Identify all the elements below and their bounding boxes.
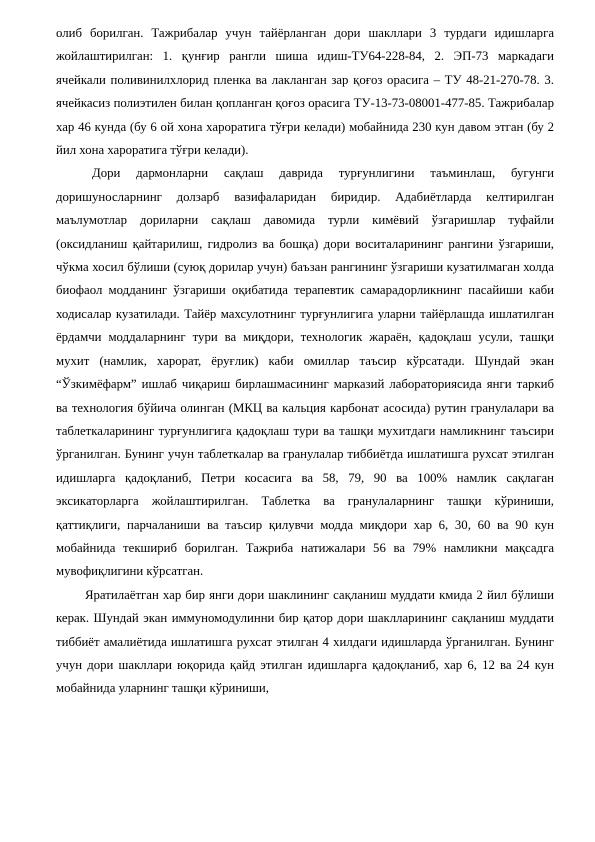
document-page bbox=[56, 22, 554, 701]
paragraph-drug-stability: Дори дармонларни сақлаш даврида турғунлигини таъминлаш, бугунги доришуносларнинг долзарб вазифаларидан биридир. Адабиётларда келтирилган маълумотлар дориларни сақлаш давомида турли кимёвий ўзгаришлар туфайли (оксидланиш қайтарилиш, гидролиз ва бошқа) дори воситаларининг рангини ўзгариши, чўкма хосил бўлиши (суюқ дорилар учун) баъзан рангининг ўзгариши кузатилмаган холда биофаол модданинг ўзгариши оқибатида терапевтик самарадорликнинг пасайиши каби ходисалар кузатилади. Тайёр махсулотнинг турғунлигига уларни тайёрлашда ишлатилган ёрдамчи моддаларнинг тури ва миқдори, технологик жараён, қадоқлаш усули, ташқи мухит (намлик, харорат, ёруғлик) каби омиллар таъсир кўрсатади. Шундай экан “Ўзкимёфарм” ишлаб чиқариш бирлашмасининг марказий лабораториясида янги таркиб ва технология бўйича олинган (МКЦ ва кальция карбонат асосида) рутин гранулалари ва таблеткаларининг турғунлигига қадоқлаш тури ва ташқи мухитдаги намликнинг таъсири ўрганилган. Бунинг учун таблеткалар ва гранулалар тиббиётда ишлатишга рухсат этилган идишларга қадоқланиб, Петри косасига ва 58, 79, 90 ва 100% намлик сақлаган эксикаторларга жойлаштирилган. Таблетка ва гранулаларнинг ташқи кўриниши, қаттиқлиги, парчаланиши ва таъсир қилувчи модда миқдори хар 6, 30, 60 ва 90 кун мобайнида текшириб борилган. Тажриба натижалари 56 ва 79% намликни мақсадга мувофиқлигини кўрсатган. bbox=[56, 166, 554, 579]
paragraph-shelf-life: Яратилаётган хар бир янги дори шаклининг сақланиш муддати кмида 2 йил бўлиши керак. Шундай экан иммуномодулинни бир қатор дори шаклларининг сақланиш муддати тиббиёт амалиётида ишлатишга рухсат этилган 4 хилдаги идишларда ўрганилган. Бунинг учун дори шакллари юқорида қайд этилган идишларга қадоқланиб, хар 6, 12 ва 24 кун мобайнида уларнинг ташқи кўриниши, bbox=[56, 587, 554, 696]
paragraph-storage-containers: олиб борилган. Тажрибалар учун тайёрланган дори шакллари 3 турдаги идишларга жойлаштирилган: 1. қунғир рангли шиша идиш-ТУ64-228-84, 2. ЭП-73 маркадаги ячейкали поливинилхлорид пленка ва лакланган зар қоғоз орасига – ТУ 48-21-270-78. 3. ячейкасиз полиэтилен билан қопланган қоғоз орасига ТУ-13-73-08001-477-85. Тажрибалар хар 46 кунда (бу 6 ой хона хароратига тўғри келади) мобайнида 230 кун давом этган (бу 2 йил хона хароратига тўғри келади). bbox=[56, 26, 554, 158]
